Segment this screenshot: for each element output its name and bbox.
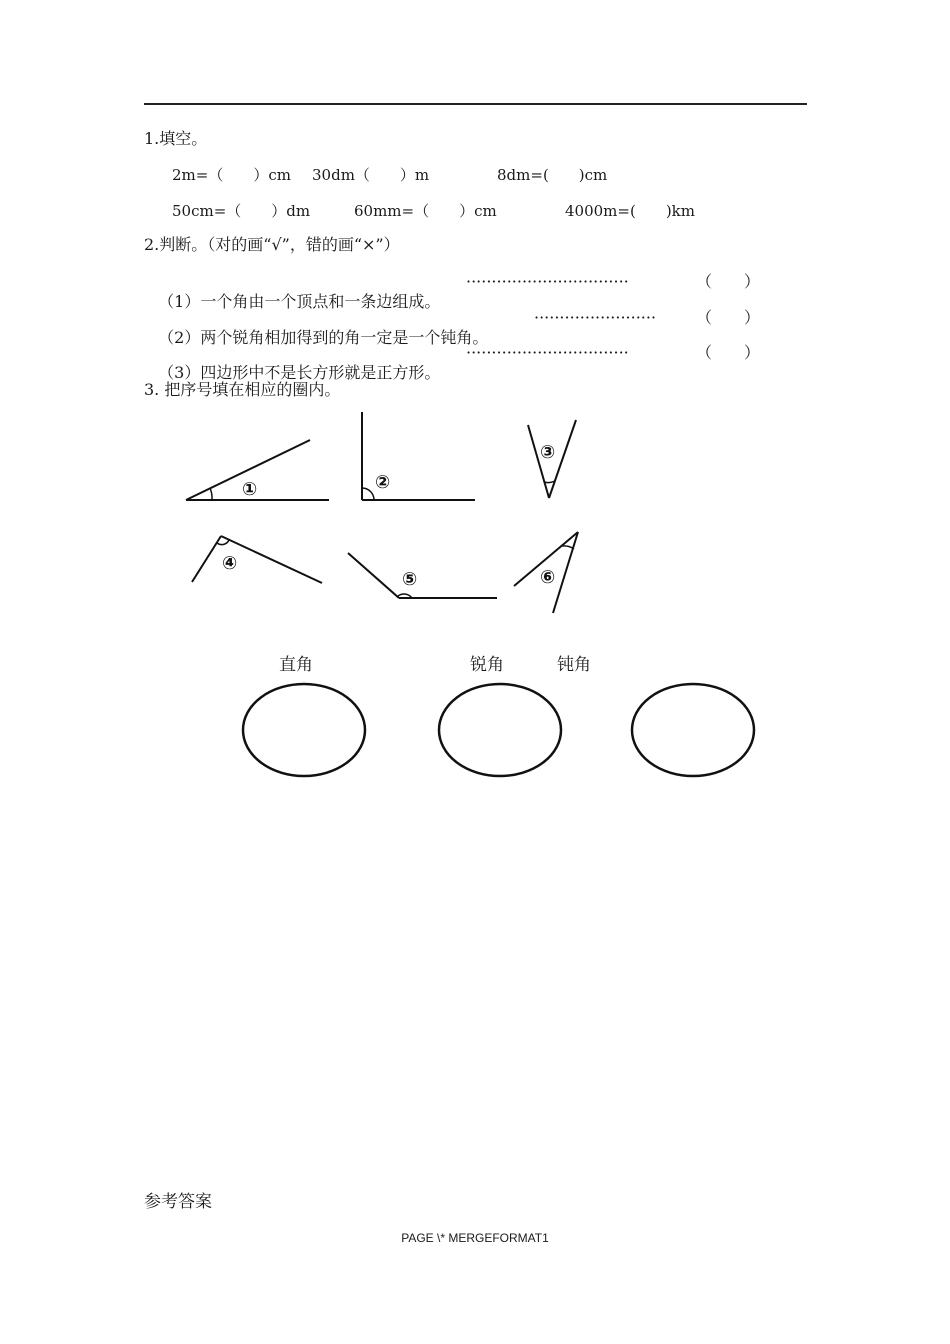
q2-title: 2.判断。（对的画“√”，错的画“×”） [144, 235, 400, 254]
q2-item-3-blank[interactable]: （ ） [696, 343, 761, 362]
page-footer: PAGE \* MERGEFORMAT1 [401, 1231, 549, 1245]
angle-4 [192, 536, 322, 583]
q2-item-3-dots: ································ [466, 343, 629, 362]
q2-item-1-blank[interactable]: （ ） [696, 272, 761, 291]
q2-item-2-dots: ························ [534, 308, 657, 327]
angle-5-label: ⑤ [402, 569, 418, 590]
q2-item-1-dots: ································ [466, 272, 629, 291]
angle-1 [186, 440, 329, 500]
q1-blank-50cm: 50cm=（ ）dm [172, 202, 311, 220]
oval-obtuse-angle[interactable] [632, 684, 754, 776]
q1-blank-8dm: 8dm=( )cm [497, 166, 608, 184]
answers-heading: 参考答案 [144, 1192, 212, 1212]
q2-item-text: （1）一个角由一个顶点和一条边组成。 [158, 292, 441, 311]
q1-blank-2m: 2m=（ ）cm [172, 166, 291, 184]
angle-2-label: ② [375, 472, 391, 493]
angle-4-label: ④ [222, 553, 238, 574]
angle-3-label: ③ [540, 442, 556, 463]
angle-6-label: ⑥ [540, 567, 556, 588]
oval-right-angle[interactable] [243, 684, 365, 776]
oval-acute-angle[interactable] [439, 684, 561, 776]
category-acute-angle: 锐角 [470, 655, 504, 675]
q2-item-text: （2）两个锐角相加得到的角一定是一个钝角。 [158, 328, 489, 347]
q2-item-text: （3）四边形中不是长方形就是正方形。 [158, 363, 441, 382]
q1-blank-60mm: 60mm=（ ）cm [354, 202, 497, 220]
q1-blank-4000m: 4000m=( )km [565, 202, 695, 220]
angle-5 [348, 553, 497, 598]
category-right-angle: 直角 [279, 655, 313, 675]
angle-1-label: ① [242, 479, 258, 500]
category-obtuse-angle: 钝角 [557, 655, 591, 675]
q1-blank-30dm: 30dm（ ）m [312, 166, 430, 184]
q3-title: 3. 把序号填在相应的圈内。 [144, 380, 341, 399]
q2-item-2-blank[interactable]: （ ） [696, 308, 761, 327]
q1-title: 1.填空。 [144, 129, 208, 148]
